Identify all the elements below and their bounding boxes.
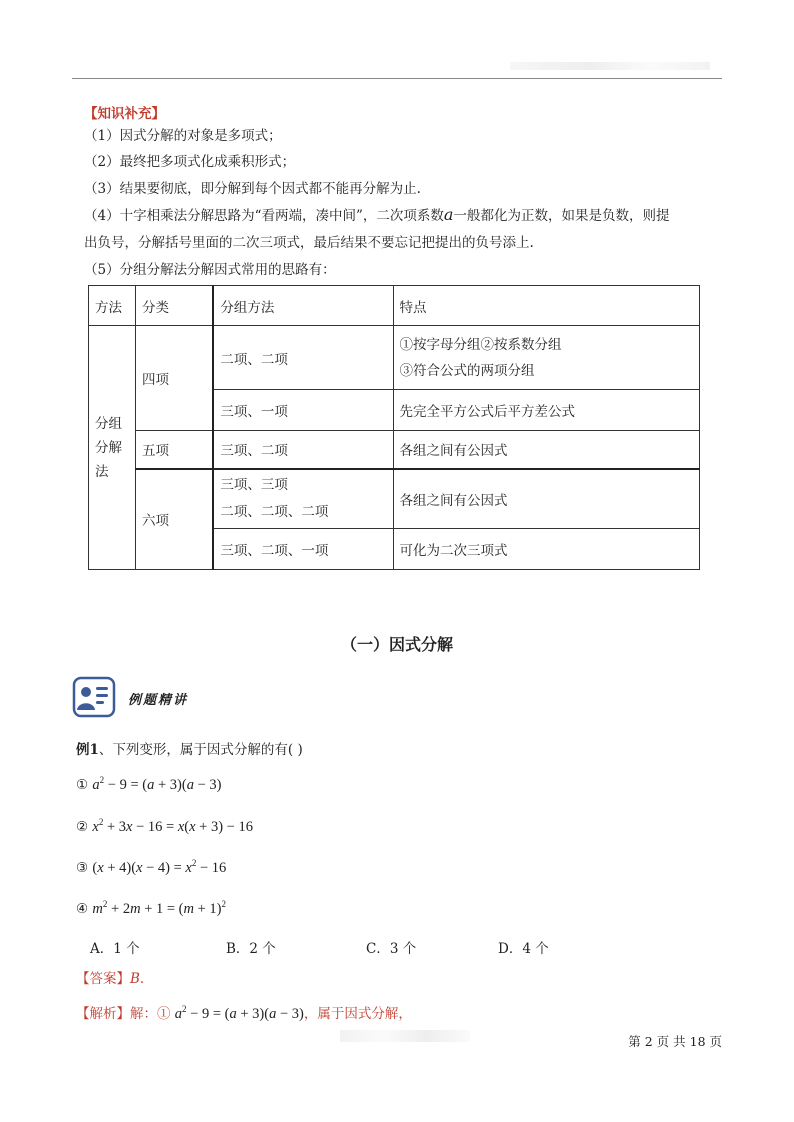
feature-2-2-line1: ①按字母分组②按系数分组: [399, 336, 562, 353]
feature-2-2-line2: ③符合公式的两项分组: [399, 362, 535, 379]
group-2-2: 二项、二项: [213, 326, 393, 390]
header-faint-text: [510, 62, 710, 70]
section-title: （一）因式分解: [340, 635, 453, 654]
eq4-number: ④: [76, 900, 89, 917]
header-rule: [72, 78, 722, 79]
option-c: C．3 个: [366, 941, 417, 957]
equation-3: ③ $(x + 4)(x - 4) = x^2 - 16$: [76, 858, 227, 876]
table-row: [89, 469, 700, 529]
knowledge-item-4c: 出负号，分解括号里面的二次三项式，最后结果不要忘记把提出的负号添上.: [84, 235, 534, 251]
knowledge-item-4: [84, 204, 669, 224]
knowledge-item-2: （2）最终把多项式化成乘积形式；: [84, 154, 296, 170]
option-b: B．2 个: [226, 941, 276, 957]
equation-4: ④ $m^2 + 2m + 1 = (m + 1)^2$: [76, 899, 226, 917]
feature-3-1: 先完全平方公式后平方差公式: [393, 390, 699, 431]
table-row: [89, 431, 700, 469]
example-lecture-label: 例题精讲: [128, 693, 189, 708]
feature5-3-2: 各组之间有公因式: [393, 431, 699, 469]
group6-multi: [213, 469, 393, 529]
header-feature: 特点: [393, 286, 699, 326]
analysis-tag: 【解析】: [76, 1006, 130, 1022]
italic-a-symbol: a: [443, 205, 454, 224]
answer-end: ．: [139, 971, 154, 987]
knowledge-item-4a: （4）十字相乘法分解思路为“看两端，凑中间”，二次项系数: [84, 208, 444, 224]
eq3-number: ③: [76, 859, 89, 876]
page-footer: 第 2 页 共 18 页: [628, 1034, 722, 1049]
category-six: 六项: [135, 469, 213, 570]
method-cell: 分组分解法: [89, 326, 136, 570]
analysis-post: ，属于因式分解，: [303, 1006, 412, 1022]
category-five: 五项: [135, 431, 213, 469]
group5-3-2: 三项、二项: [213, 431, 393, 469]
option-a: A．1 个: [90, 941, 140, 957]
group6-3-2-1: 三项、二项、一项: [213, 529, 393, 570]
example-question: 、下列变形，属于因式分解的有( ): [98, 742, 303, 758]
group6-2-2-2: 二项、二项、二项: [220, 503, 329, 520]
example-stem: [76, 738, 303, 758]
feature6-a: 各组之间有公因式: [393, 469, 699, 529]
equation-1: ① $a^2 - 9 = (a + 3)(a - 3)$: [76, 775, 222, 793]
table-row: [89, 326, 700, 390]
knowledge-item-1: （1）因式分解的对象是多项式；: [84, 128, 282, 144]
header-category: 分类: [135, 286, 213, 326]
example-lecture-icon: [72, 676, 116, 718]
equation-2: ② $x^2 + 3x - 16 = x(x + 3) - 16$: [76, 817, 253, 835]
group-3-1: 三项、一项: [213, 390, 393, 431]
category-four: 四项: [135, 326, 213, 431]
header-method: 方法: [89, 286, 136, 326]
knowledge-item-4b: 一般都化为正数，如果是负数，则提: [453, 208, 670, 224]
watermark-blur: [340, 1030, 470, 1042]
group6-3-3: 三项、三项: [220, 476, 288, 493]
grouping-table: [88, 285, 700, 570]
eq1-number: ①: [76, 776, 89, 793]
answer-value: B: [130, 971, 140, 987]
answer-tag: 【答案】: [76, 971, 130, 987]
example-label: 例1: [76, 742, 99, 758]
feature6-b: 可化为二次三项式: [393, 529, 699, 570]
knowledge-item-5: （5）分组分解法分解因式常用的思路有：: [84, 262, 336, 278]
eq2-number: ②: [76, 818, 89, 835]
knowledge-item-3: （3）结果要彻底，即分解到每个因式都不能再分解为止.: [84, 181, 421, 197]
feature-2-2: [393, 326, 699, 390]
analysis-line: 【解析】解：① $a^2 - 9 = (a + 3)(a - 3)$，属于因式分解，: [76, 1004, 412, 1022]
knowledge-title: 【知识补充】: [84, 106, 165, 122]
analysis-pre: 解：①: [130, 1006, 171, 1022]
option-d: D．4 个: [498, 941, 549, 957]
table-header-row: [89, 286, 700, 326]
header-grouping: 分组方法: [213, 286, 393, 326]
answer-line: [76, 967, 153, 987]
